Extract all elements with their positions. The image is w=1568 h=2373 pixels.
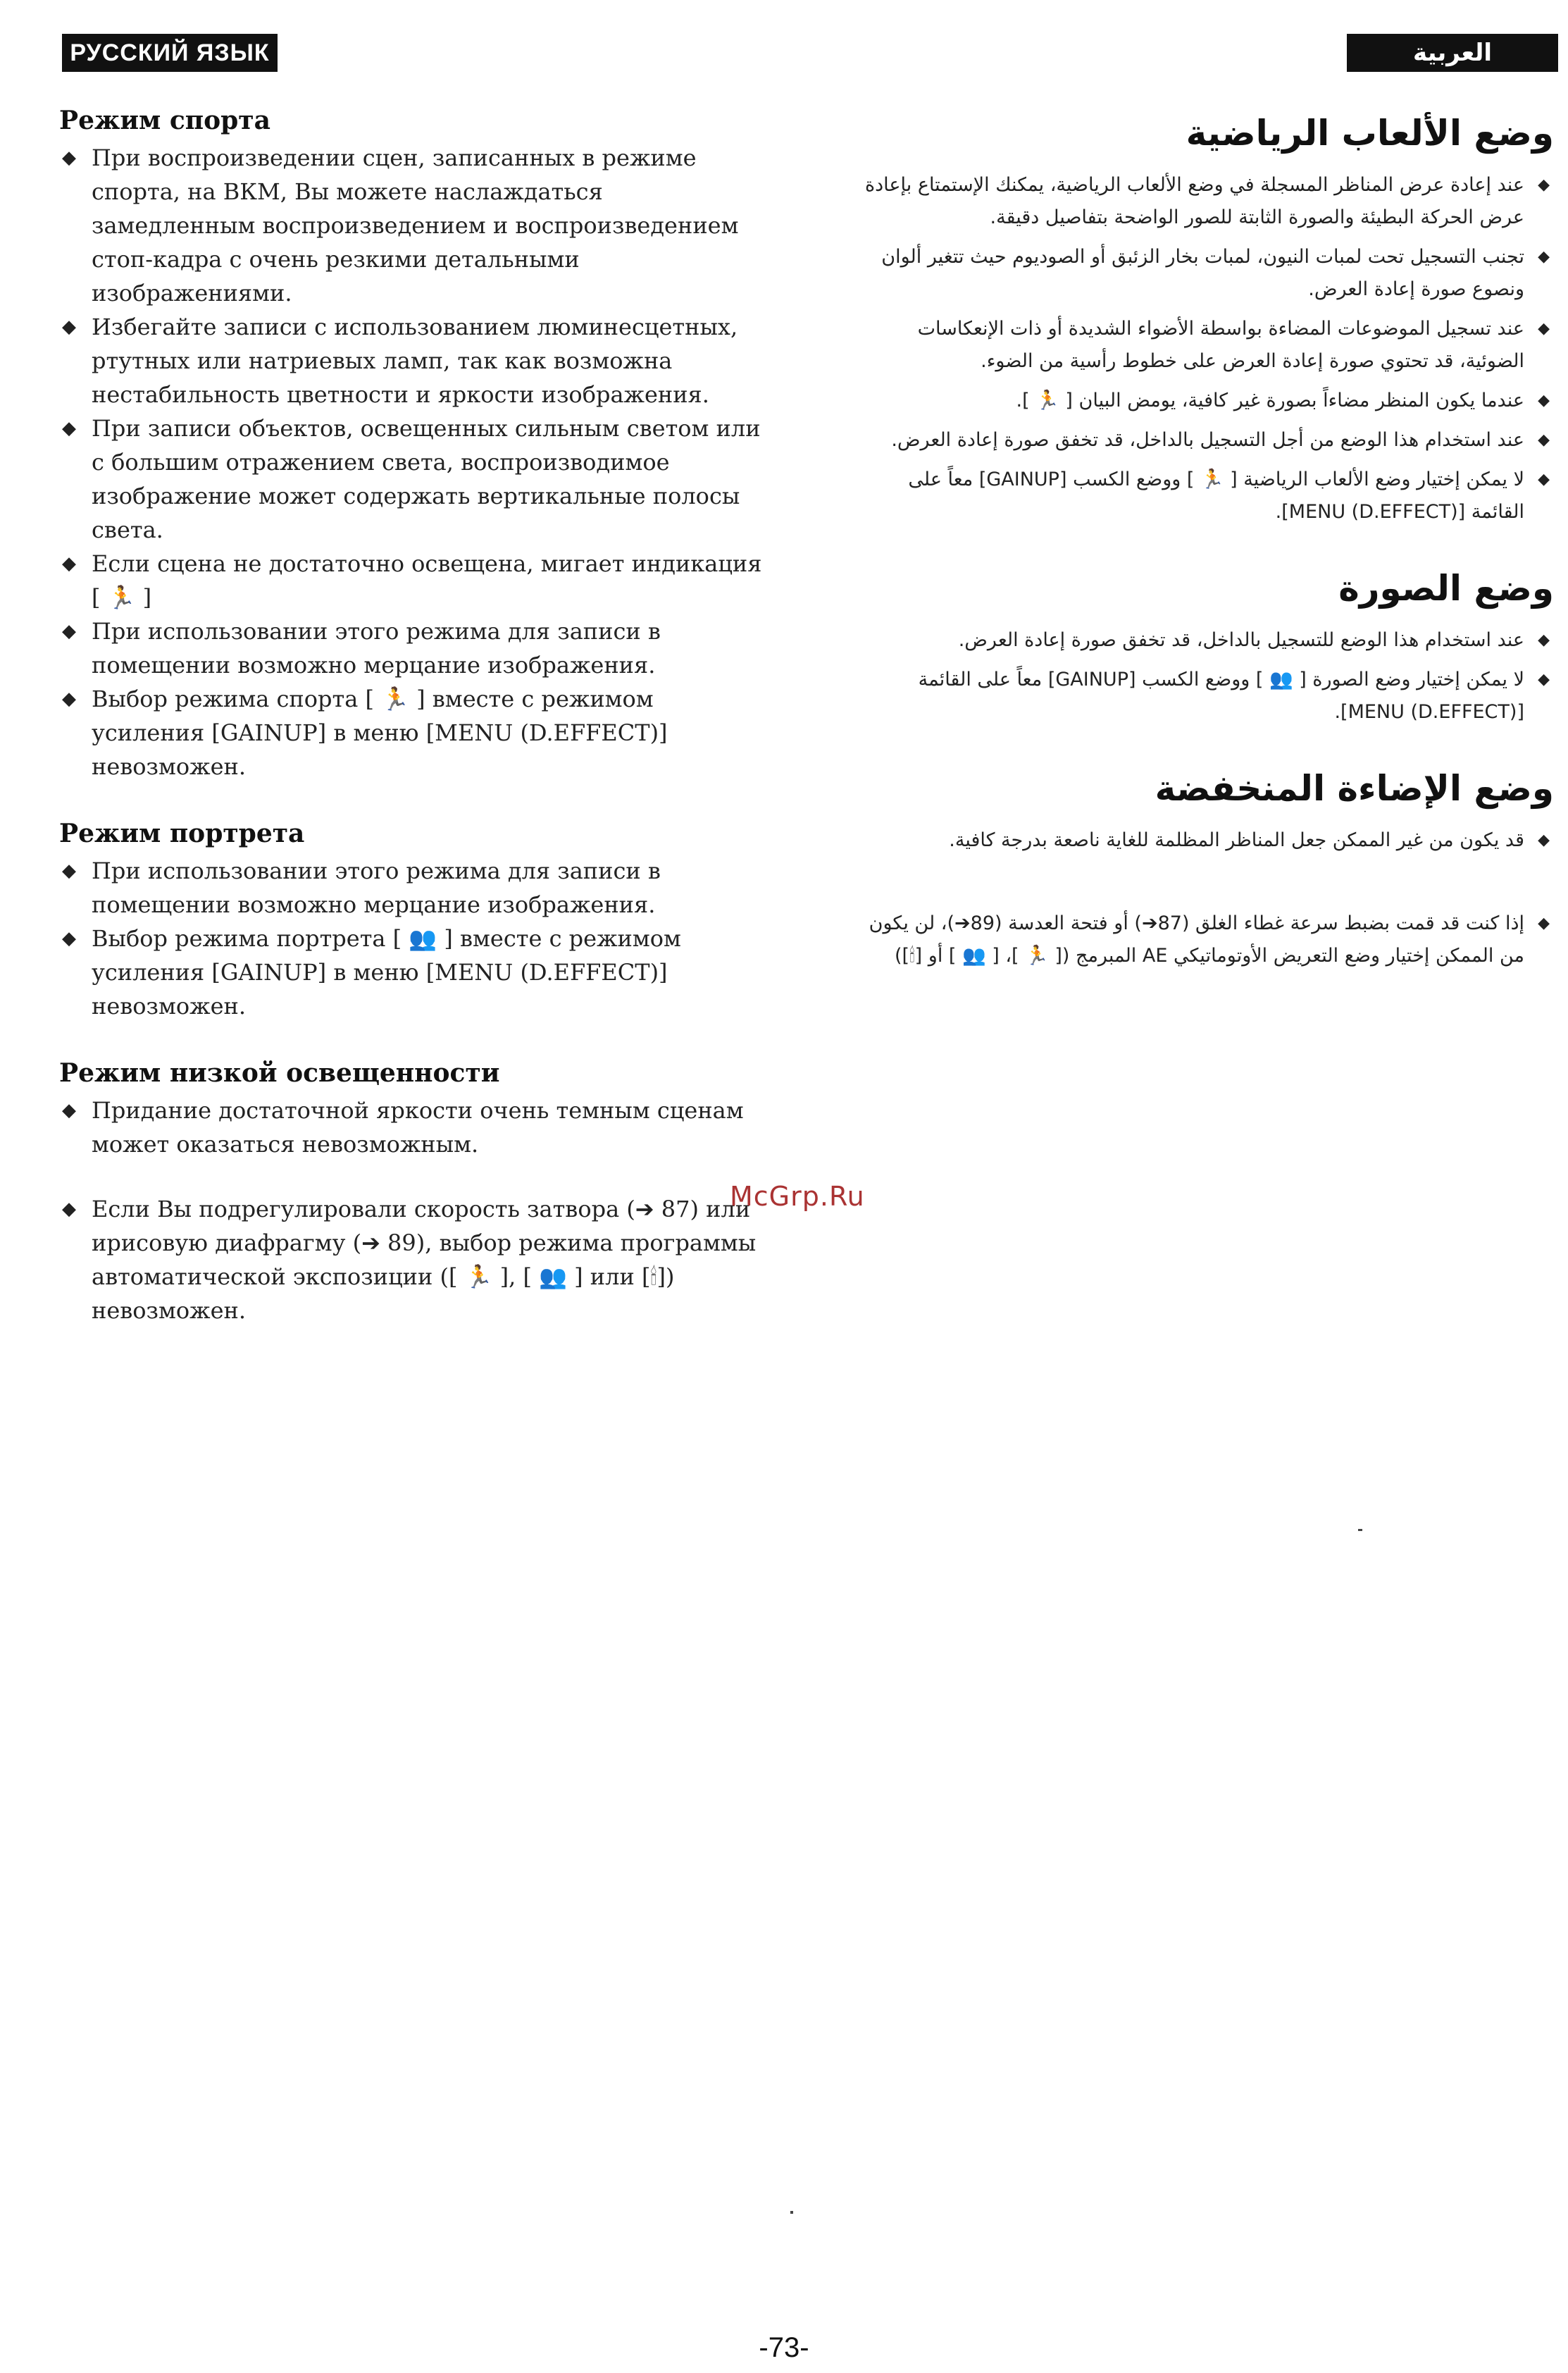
list-item — [850, 241, 1554, 306]
ru-portrait-section — [59, 819, 764, 1023]
list-item — [59, 922, 764, 1023]
scan-speck — [790, 2211, 793, 2214]
ru-sport-title: Режим спорта — [59, 106, 270, 135]
list-item-text: Если сцена не достаточно освещена, мигает индикация [ 🏃 ] — [92, 550, 762, 611]
list-item-text: تجنب التسجيل تحت لمبات النيون، لمبات بخار الزئبق أو الصوديوم حيث تتغير ألوان ونصوع صورة إعادة العرض. — [881, 246, 1524, 300]
russian-column — [59, 106, 764, 1363]
list-item-text: Придание достаточной яркости очень темным сценам может оказаться невозможным. — [92, 1097, 744, 1158]
spacer — [850, 864, 1554, 900]
arabic-column — [850, 113, 1554, 1012]
ru-lowlight-list — [59, 1093, 764, 1327]
ar-sport-section — [850, 113, 1554, 528]
bullet-icon: ◆ — [62, 1100, 76, 1121]
ru-portrait-title: Режим портрета — [59, 819, 305, 848]
bullet-icon: ◆ — [62, 860, 76, 881]
list-item — [850, 169, 1554, 234]
list-item — [850, 385, 1554, 417]
list-item-text: لا يمكن إختيار وضع الصورة [ 👥 ] ووضع الكسب [GAINUP] معاً على القائمة [MENU (D.EFFECT)]. — [918, 669, 1524, 723]
bullet-icon: ◆ — [1538, 471, 1550, 488]
list-item-text: Если Вы подрегулировали скорость затвора (➔ 87) или ирисовую диафрагму (➔ 89), выбор режима программы автоматической экспозиции ([ 🏃 ], [ 👥 ] или [🕯]) невозможен. — [92, 1196, 757, 1324]
list-item-text: لا يمكن إختيار وضع الألعاب الرياضية [ 🏃 ] ووضع الكسب [GAINUP] معاً على القائمة [MENU (D.EFFECT)]. — [908, 469, 1524, 523]
list-item — [850, 313, 1554, 378]
list-item-text: إذا كنت قد قمت بضبط سرعة غطاء الغلق (87➔) أو فتحة العدسة (89➔)، لن يكون من الممكن إختيار وضع التعريض الأوتوماتيكي AE المبرمج ([ 🏃 ]، [ 👥 ] أو [🕯]) — [869, 912, 1524, 967]
list-item-text: При использовании этого режима для записи в помещении возможно мерцание изображения. — [92, 618, 661, 679]
list-item — [850, 424, 1554, 457]
ru-portrait-list — [59, 854, 764, 1023]
list-item-text: Выбор режима спорта [ 🏃 ] вместе с режимом усиления [GAINUP] в меню [MENU (D.EFFECT)] невозможен. — [92, 686, 668, 780]
bullet-icon: ◆ — [1538, 915, 1550, 932]
ru-sport-section — [59, 106, 764, 783]
list-item-text: عند استخدام هذا الوضع للتسجيل بالداخل، قد تخفق صورة إعادة العرض. — [958, 629, 1524, 651]
list-item — [59, 1093, 764, 1161]
bullet-icon: ◆ — [1538, 248, 1550, 266]
list-item — [850, 464, 1554, 528]
list-item — [850, 624, 1554, 657]
list-item — [59, 310, 764, 411]
list-item-text: عند إعادة عرض المناظر المسجلة في وضع الألعاب الرياضية، يمكنك الإستمتاع بإعادة عرض الحركة البطيئة والصورة الثابتة للصور الواضحة بتفاصيل دقيقة. — [865, 174, 1524, 228]
ar-sport-title: وضع الألعاب الرياضية — [1186, 113, 1554, 154]
list-item-text: عندما يكون المنظر مضاءاً بصورة غير كافية، يومض البيان [ 🏃 ]. — [1016, 390, 1524, 411]
ar-portrait-section — [850, 568, 1554, 729]
list-item-text: При записи объектов, освещенных сильным светом или с большим отражением света, воспроизводимое изображение может содержать вертикальные полосы света. — [92, 415, 761, 543]
list-item-text: При использовании этого режима для записи в помещении возможно мерцание изображения. — [92, 857, 661, 918]
list-item-text: Избегайте записи с использованием люминесцетных, ртутных или натриевых ламп, так как возможна нестабильность цветности и яркости изображения. — [92, 314, 738, 408]
ar-lowlight-list — [850, 824, 1554, 972]
ru-lowlight-title: Режим низкой освещенности — [59, 1058, 500, 1088]
ar-portrait-list — [850, 624, 1554, 729]
ru-sport-list — [59, 141, 764, 783]
list-item-text: Выбор режима портрета [ 👥 ] вместе с режимом усиления [GAINUP] в меню [MENU (D.EFFECT)] невозможен. — [92, 925, 681, 1020]
bullet-icon: ◆ — [1538, 431, 1550, 449]
ar-lowlight-section — [850, 768, 1554, 972]
list-item — [850, 664, 1554, 729]
spacer — [59, 1161, 764, 1192]
bullet-icon: ◆ — [62, 316, 76, 337]
bullet-icon: ◆ — [62, 688, 76, 710]
ar-lowlight-title: وضع الإضاءة المنخفضة — [1155, 768, 1554, 809]
list-item — [59, 141, 764, 310]
ar-portrait-title: وضع الصورة — [1338, 568, 1554, 609]
ru-lowlight-section — [59, 1058, 764, 1327]
bullet-icon: ◆ — [1538, 671, 1550, 688]
bullet-icon: ◆ — [62, 621, 76, 642]
list-item-text: При воспроизведении сцен, записанных в режиме спорта, на ВКМ, Вы можете наслаждаться замедленным воспроизведением и воспроизведением стоп-кадра с очень резкими детальными изображениями. — [92, 144, 739, 306]
scan-speck — [1358, 1529, 1362, 1531]
bullet-icon: ◆ — [62, 418, 76, 439]
bullet-icon: ◆ — [62, 928, 76, 949]
bullet-icon: ◆ — [1538, 320, 1550, 337]
page-number: -73- — [759, 2332, 809, 2363]
bullet-icon: ◆ — [1538, 176, 1550, 194]
list-item-text: عند تسجيل الموضوعات المضاءة بواسطة الأضواء الشديدة أو ذات الإنعكاسات الضوئية، قد تحتوي صورة إعادة العرض على خطوط رأسية من الضوء. — [917, 318, 1524, 372]
list-item — [850, 907, 1554, 972]
bullet-icon: ◆ — [62, 553, 76, 574]
language-tab-arabic: العربية — [1347, 34, 1558, 72]
list-item — [850, 824, 1554, 857]
list-item — [59, 547, 764, 614]
list-item-text: قد يكون من غير الممكن جعل المناظر المظلمة للغاية ناصعة بدرجة كافية. — [949, 829, 1524, 851]
list-item — [59, 854, 764, 922]
bullet-icon: ◆ — [62, 147, 76, 168]
language-tab-russian: РУССКИЙ ЯЗЫК — [62, 34, 278, 72]
ar-sport-list — [850, 169, 1554, 528]
watermark: McGrp.Ru — [730, 1181, 865, 1212]
list-item — [59, 682, 764, 783]
bullet-icon: ◆ — [1538, 831, 1550, 849]
list-item — [59, 614, 764, 682]
bullet-icon: ◆ — [1538, 631, 1550, 649]
bullet-icon: ◆ — [1538, 392, 1550, 409]
list-item — [59, 1192, 764, 1327]
list-item — [59, 411, 764, 547]
bullet-icon: ◆ — [62, 1198, 76, 1220]
list-item-text: عند استخدام هذا الوضع من أجل التسجيل بالداخل، قد تخفق صورة إعادة العرض. — [891, 429, 1524, 451]
